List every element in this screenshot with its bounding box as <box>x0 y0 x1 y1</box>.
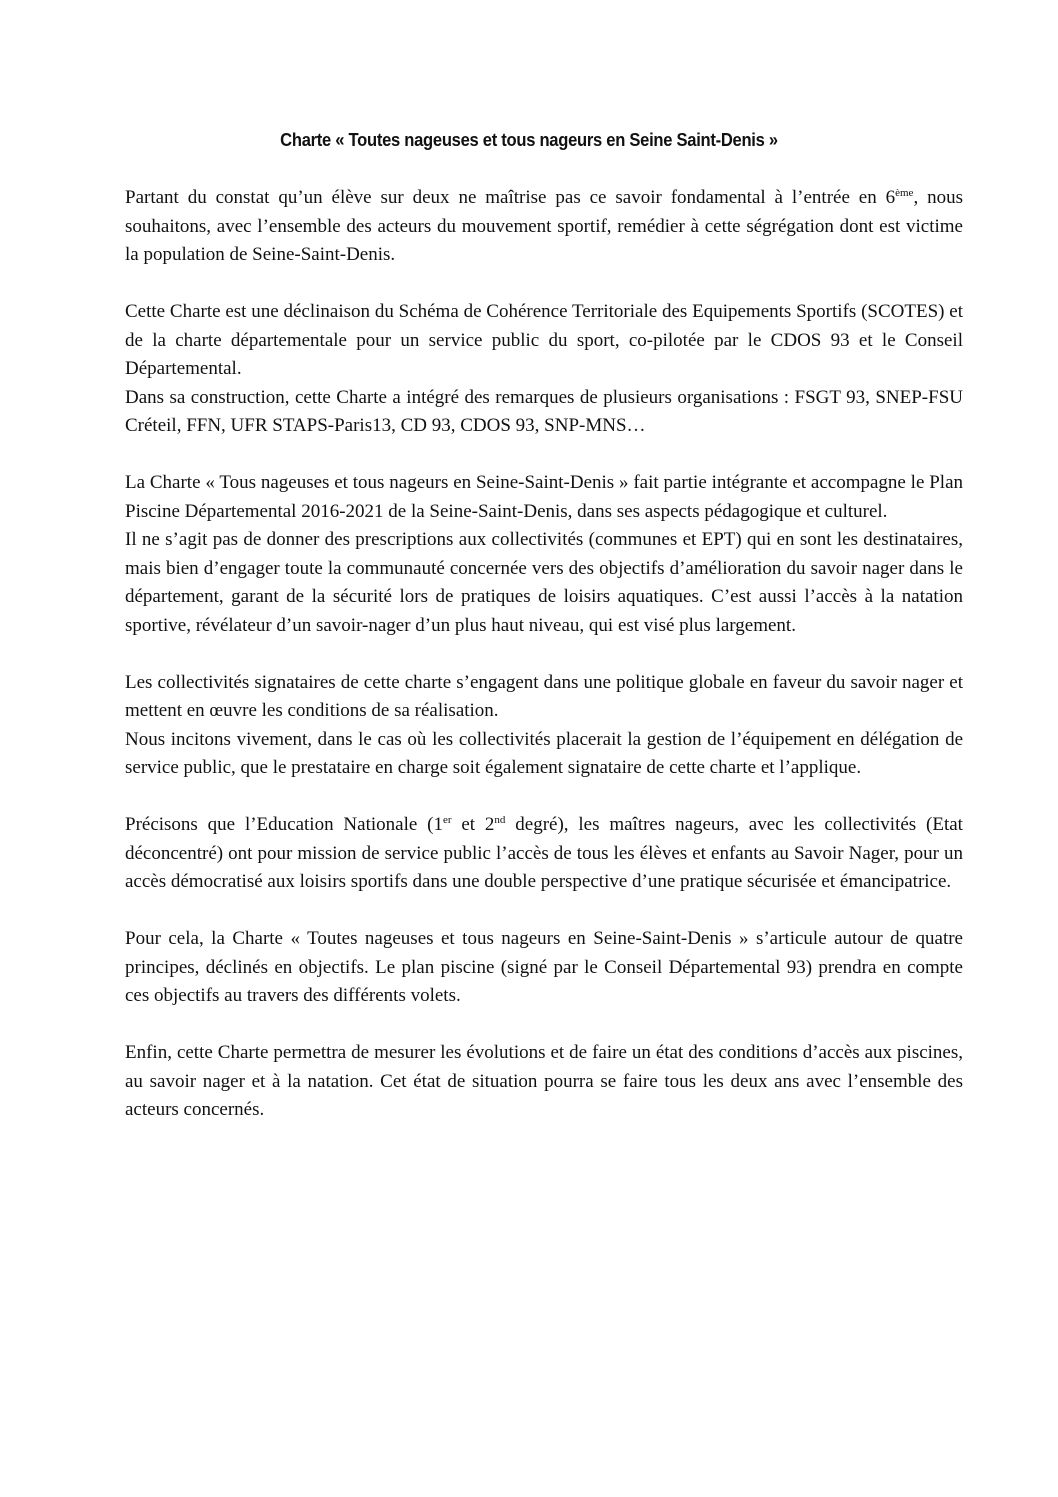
paragraph-intro <box>125 184 963 270</box>
superscript: er <box>442 814 452 826</box>
paragraph-text: Pour cela, la Charte « Toutes nageuses et tous nageurs en Seine-Saint-Denis » s’articule autour de quatre principes, déclinés en objectifs. Le plan piscine (signé par le Conseil Départemental 93) prendra en compte ces objectifs au travers des différents volets. <box>125 928 963 1006</box>
paragraph-conclusion <box>125 1039 963 1125</box>
text-span: et 2 <box>451 814 495 835</box>
document-title: Charte « Toutes nageuses et tous nageurs en Seine Saint-Denis » <box>280 130 778 150</box>
superscript: ème <box>895 187 914 199</box>
document-body <box>125 184 963 1153</box>
paragraph-collectivites <box>125 669 963 783</box>
superscript: nd <box>494 814 506 826</box>
paragraph-text: Les collectivités signataires de cette charte s’engagent dans une politique globale en faveur du savoir nager et mettent en œuvre les conditions de sa réalisation. <box>125 671 963 721</box>
paragraph-text <box>125 811 963 897</box>
text-span: Partant du constat qu’un élève sur deux ne maîtrise pas ce savoir fondamental à l’entrée en 6 <box>125 187 896 208</box>
paragraph-text: Enfin, cette Charte permettra de mesurer les évolutions et de faire un état des conditions d’accès aux piscines, au savoir nager et à la natation. Cet état de situation pourra se faire tous les deux ans avec l’ensemble des acteurs concernés. <box>125 1042 963 1120</box>
paragraph-plan-piscine <box>125 469 963 640</box>
paragraph-principes <box>125 925 963 1011</box>
text-span: Précisons que l’Education Nationale (1 <box>125 814 443 835</box>
paragraph-education-nationale <box>125 811 963 897</box>
paragraph-text: Il ne s’agit pas de donner des prescriptions aux collectivités (communes et EPT) qui en sont les destinataires, mais bien d’engager toute la communauté concernée vers des objectifs d’amélioration du savoir nager dans le département, garant de la sécurité lors de pratiques de loisirs aquatiques. C’est aussi l’accès à la natation sportive, révélateur d’un savoir-nager d’un plus haut niveau, qui est visé plus largement. <box>125 529 963 636</box>
paragraph-text: La Charte « Tous nageuses et tous nageurs en Seine-Saint-Denis » fait partie intégrante et accompagne le Plan Piscine Départemental 2016-2021 de la Seine-Saint-Denis, dans ses aspects pédagogique et culturel. <box>125 472 963 522</box>
text-span: , nous souhaitons, avec l’ensemble des acteurs du mouvement sportif, remédier à cette ségrégation dont est victime la population de Seine-Saint-Denis. <box>125 187 963 265</box>
paragraph-text: Dans sa construction, cette Charte a intégré des remarques de plusieurs organisations : FSGT 93, SNEP-FSU Créteil, FFN, UFR STAPS-Paris13, CD 93, CDOS 93, SNP-MNS… <box>125 386 963 436</box>
paragraph-scotes <box>125 298 963 441</box>
text-span: degré), les maîtres nageurs, avec les collectivités (Etat déconcentré) ont pour mission de service public l’accès de tous les élèves et enfants au Savoir Nager, pour un accès démocratisé aux loisirs sportifs dans une double perspective d’une pratique sécurisée et émancipatrice. <box>125 814 963 892</box>
paragraph-text: Cette Charte est une déclinaison du Schéma de Cohérence Territoriale des Equipements Sportifs (SCOTES) et de la charte départementale pour un service public du sport, co-pilotée par le CDOS 93 et le Conseil Départemental. <box>125 301 963 379</box>
paragraph-text: Nous incitons vivement, dans le cas où les collectivités placerait la gestion de l’équipement en délégation de service public, que le prestataire en charge soit également signataire de cette charte et l’applique. <box>125 728 963 778</box>
paragraph-text <box>125 184 963 270</box>
